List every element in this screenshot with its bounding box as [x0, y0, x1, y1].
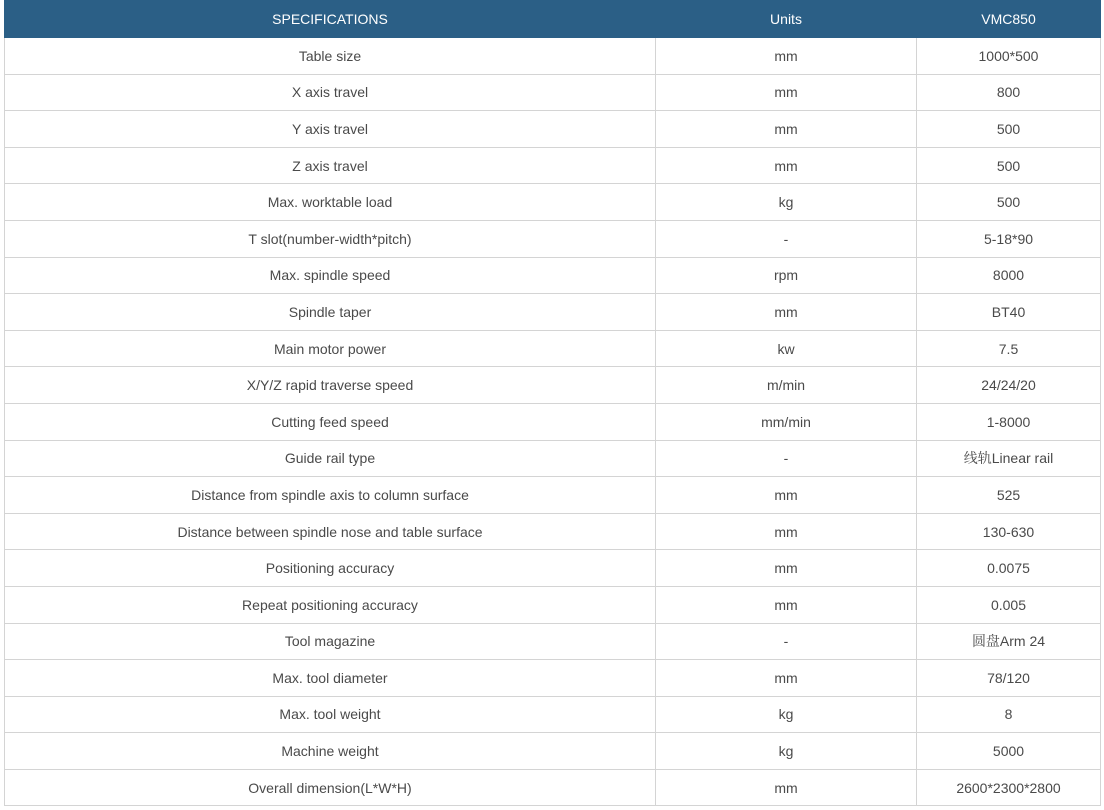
spec-unit-cell: mm — [656, 74, 917, 111]
spec-name-cell: Y axis travel — [5, 111, 656, 148]
spec-name-cell: Max. tool diameter — [5, 660, 656, 697]
spec-name-cell: Distance from spindle axis to column surface — [5, 477, 656, 514]
table-row — [5, 330, 1101, 367]
spec-name-cell: Max. spindle speed — [5, 257, 656, 294]
table-row — [5, 111, 1101, 148]
spec-name-cell: Cutting feed speed — [5, 403, 656, 440]
spec-name-cell: Guide rail type — [5, 440, 656, 477]
spec-value-cell: 7.5 — [917, 330, 1101, 367]
spec-unit-cell: - — [656, 220, 917, 257]
spec-name-cell: T slot(number-width*pitch) — [5, 220, 656, 257]
spec-unit-cell: mm — [656, 586, 917, 623]
spec-name-cell: Max. worktable load — [5, 184, 656, 221]
spec-value-cell: 500 — [917, 111, 1101, 148]
spec-unit-cell: rpm — [656, 257, 917, 294]
spec-value-cell: 1-8000 — [917, 403, 1101, 440]
table-row — [5, 74, 1101, 111]
spec-name-cell: Table size — [5, 38, 656, 75]
spec-value-cell: 800 — [917, 74, 1101, 111]
table-row — [5, 733, 1101, 770]
spec-unit-cell: m/min — [656, 367, 917, 404]
spec-value-cell: 1000*500 — [917, 38, 1101, 75]
spec-unit-cell: kw — [656, 330, 917, 367]
spec-value-cell: 24/24/20 — [917, 367, 1101, 404]
spec-name-cell: Z axis travel — [5, 147, 656, 184]
header-model: VMC850 — [917, 1, 1101, 38]
spec-name-cell: X/Y/Z rapid traverse speed — [5, 367, 656, 404]
spec-unit-cell: kg — [656, 184, 917, 221]
table-row — [5, 696, 1101, 733]
table-row — [5, 477, 1101, 514]
header-specifications: SPECIFICATIONS — [5, 1, 656, 38]
spec-table-container — [4, 0, 1100, 806]
table-row — [5, 220, 1101, 257]
spec-name-cell: Tool magazine — [5, 623, 656, 660]
table-body — [5, 38, 1101, 806]
table-row — [5, 403, 1101, 440]
table-row — [5, 367, 1101, 404]
spec-unit-cell: mm — [656, 477, 917, 514]
spec-value-cell: 8 — [917, 696, 1101, 733]
spec-name-cell: Overall dimension(L*W*H) — [5, 769, 656, 806]
spec-unit-cell: mm — [656, 660, 917, 697]
table-row — [5, 440, 1101, 477]
spec-value-cell: 5-18*90 — [917, 220, 1101, 257]
spec-value-cell: 8000 — [917, 257, 1101, 294]
spec-unit-cell: mm — [656, 38, 917, 75]
spec-value-cell: 圆盘Arm 24 — [917, 623, 1101, 660]
table-header-row — [5, 1, 1101, 38]
specifications-table — [4, 0, 1101, 806]
spec-value-cell: 2600*2300*2800 — [917, 769, 1101, 806]
spec-value-cell: 0.0075 — [917, 550, 1101, 587]
spec-name-cell: Spindle taper — [5, 294, 656, 331]
spec-unit-cell: mm — [656, 294, 917, 331]
table-row — [5, 586, 1101, 623]
spec-value-cell: 线轨Linear rail — [917, 440, 1101, 477]
spec-value-cell: 500 — [917, 147, 1101, 184]
table-row — [5, 550, 1101, 587]
spec-name-cell: Positioning accuracy — [5, 550, 656, 587]
table-row — [5, 294, 1101, 331]
spec-name-cell: Repeat positioning accuracy — [5, 586, 656, 623]
spec-value-cell: 5000 — [917, 733, 1101, 770]
spec-name-cell: Main motor power — [5, 330, 656, 367]
spec-unit-cell: kg — [656, 696, 917, 733]
spec-unit-cell: kg — [656, 733, 917, 770]
spec-unit-cell: mm — [656, 111, 917, 148]
spec-value-cell: BT40 — [917, 294, 1101, 331]
table-row — [5, 513, 1101, 550]
spec-name-cell: Max. tool weight — [5, 696, 656, 733]
spec-unit-cell: mm/min — [656, 403, 917, 440]
spec-value-cell: 78/120 — [917, 660, 1101, 697]
spec-unit-cell: mm — [656, 513, 917, 550]
table-row — [5, 660, 1101, 697]
spec-unit-cell: mm — [656, 550, 917, 587]
table-row — [5, 769, 1101, 806]
table-row — [5, 184, 1101, 221]
spec-value-cell: 0.005 — [917, 586, 1101, 623]
spec-unit-cell: - — [656, 440, 917, 477]
spec-name-cell: Distance between spindle nose and table surface — [5, 513, 656, 550]
spec-value-cell: 500 — [917, 184, 1101, 221]
table-row — [5, 623, 1101, 660]
spec-unit-cell: mm — [656, 769, 917, 806]
spec-value-cell: 525 — [917, 477, 1101, 514]
spec-name-cell: Machine weight — [5, 733, 656, 770]
spec-unit-cell: mm — [656, 147, 917, 184]
spec-name-cell: X axis travel — [5, 74, 656, 111]
table-row — [5, 147, 1101, 184]
spec-value-cell: 130-630 — [917, 513, 1101, 550]
spec-unit-cell: - — [656, 623, 917, 660]
table-row — [5, 38, 1101, 75]
table-row — [5, 257, 1101, 294]
header-units: Units — [656, 1, 917, 38]
